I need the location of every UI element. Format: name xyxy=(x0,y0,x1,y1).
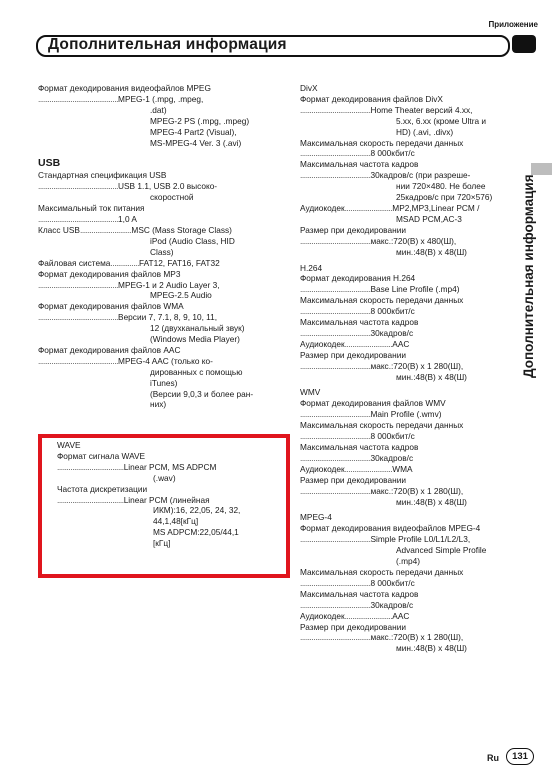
leader-dots: ................................... xyxy=(57,461,124,472)
wma-value: Версии 7, 7.1, 8, 9, 10, 11, xyxy=(118,312,218,323)
leader-dots: ..................................... xyxy=(300,409,371,420)
h264-heading: H.264 xyxy=(300,262,323,273)
mpeg4-size-value: мин.:48(В) x 48(Ш) xyxy=(396,643,467,654)
fs-label: Файловая система xyxy=(38,257,111,268)
leader-dots: .......................................... xyxy=(38,312,119,323)
leader-dots: ......................... xyxy=(344,463,393,474)
leader-dots: ......................... xyxy=(344,610,393,621)
wave-heading: WAVE xyxy=(57,440,81,450)
right-column xyxy=(300,83,515,654)
h264-rate-value: 8 000кбит/с xyxy=(370,306,415,317)
wmv-size-label: Размер при декодировании xyxy=(300,474,406,485)
divx-fps-label: Максимальная частота кадров xyxy=(300,159,419,170)
leader-dots: ................................... xyxy=(57,494,124,505)
page-number: 131 xyxy=(506,748,534,765)
leader-dots: ..................................... xyxy=(300,360,371,371)
h264-audio-value: AAC xyxy=(392,338,410,349)
mpeg4-size-value: макс.:720(В) x 1 280(Ш), xyxy=(370,632,464,643)
leader-dots: ......................... xyxy=(344,338,393,349)
aac-label: Формат декодирования файлов AAC xyxy=(38,344,181,355)
mpeg4-size-label: Размер при декодировании xyxy=(300,621,406,632)
leader-dots: ......................... xyxy=(344,202,393,213)
wmv-fps-value: 30кадров/с xyxy=(370,452,414,463)
wave-rate-value: MS ADPCM:22,05/44,1 xyxy=(153,527,239,538)
wmv-fps-label: Максимальная частота кадров xyxy=(300,442,419,452)
h264-size-value: мин.:48(В) x 48(Ш) xyxy=(396,371,467,382)
divx-size-value: мин.:48(В) x 48(Ш) xyxy=(396,246,467,257)
leader-dots: ..................................... xyxy=(300,534,371,545)
wmv-audio-label: Аудиокодек xyxy=(300,463,345,474)
mp3-value: MPEG-1 и 2 Audio Layer 3, xyxy=(118,279,220,290)
usb-std-label: Стандартная спецификация USB xyxy=(38,170,167,181)
divx-size-value: макс.:720(В) x 480(Ш), xyxy=(370,235,457,246)
leader-dots: ..................................... xyxy=(300,485,371,496)
divx-fps-value: нии 720×480. Не более xyxy=(396,181,486,192)
side-section-label: Дополнительная информация xyxy=(521,174,536,378)
wmv-label: Формат декодирования файлов WMV xyxy=(300,398,446,409)
leader-dots: .......................................... xyxy=(38,355,119,366)
mpeg4-value: Simple Profile L0/L1/L2/L3, xyxy=(370,534,471,545)
leader-dots: ..................................... xyxy=(300,235,371,246)
leader-dots: ..................................... xyxy=(300,452,371,463)
wma-value: 12 (двухканальный звук) xyxy=(150,323,245,334)
divx-label: Формат декодирования файлов DivX xyxy=(300,93,443,104)
leader-dots: ..................................... xyxy=(300,104,371,115)
wave-rate-value: [кГц] xyxy=(153,538,171,549)
mpeg-value: MS-MPEG-4 Ver. 3 (.avi) xyxy=(150,137,242,148)
section-label: Приложение xyxy=(488,20,538,29)
wmv-rate-value: 8 000кбит/с xyxy=(370,431,415,442)
side-index-tab xyxy=(531,163,552,175)
divx-value: 5.xx, 6.xx (кроме Ultra и xyxy=(396,115,487,126)
wave-rate-label: Частота дискретизации xyxy=(57,483,148,494)
page-title: Дополнительная информация xyxy=(48,36,287,53)
class-value: Class) xyxy=(150,246,174,257)
aac-value: iTunes) xyxy=(150,377,178,388)
wmv-size-value: мин.:48(В) x 48(Ш) xyxy=(396,496,467,507)
side-label-wrap xyxy=(518,174,540,380)
mpeg4-heading: MPEG-4 xyxy=(300,512,332,523)
usb-std-value: скоростной xyxy=(150,192,194,203)
mpeg4-audio-label: Аудиокодек xyxy=(300,610,345,621)
mp3-label: Формат декодирования файлов MP3 xyxy=(38,268,181,279)
class-value: MSC (Mass Storage Class) xyxy=(131,224,232,235)
h264-fps-value: 30кадров/с xyxy=(370,327,414,338)
aac-value: (Версии 9,0,3 и более ран- xyxy=(150,388,254,399)
mpeg-value: MPEG-1 (.mpg, .mpeg, xyxy=(118,93,204,104)
mpeg4-fps-value: 30кадров/с xyxy=(370,599,414,610)
h264-size-value: макс.:720(В) x 1 280(Ш), xyxy=(370,360,464,371)
language-code: Ru xyxy=(487,753,499,763)
aac-value: них) xyxy=(150,399,167,410)
left-column xyxy=(38,83,288,410)
mp3-value: MPEG-2.5 Audio xyxy=(150,290,212,301)
mpeg4-value: Advanced Simple Profile xyxy=(396,545,487,556)
mpeg4-rate-label: Максимальная скорость передачи данных xyxy=(300,566,464,577)
divx-audio-value: MSAD PCM,AC-3 xyxy=(396,213,462,224)
leader-dots: ..................................... xyxy=(300,170,371,181)
wave-format-value: (.wav) xyxy=(153,472,176,483)
h264-value: Base Line Profile (.mp4) xyxy=(370,284,460,295)
h264-fps-label: Максимальная частота кадров xyxy=(300,317,419,328)
leader-dots: ..................................... xyxy=(300,431,371,442)
h264-label: Формат декодирования H.264 xyxy=(300,273,416,284)
divx-value: Home Theater версий 4.xx, xyxy=(370,104,473,115)
leader-dots: ..................................... xyxy=(300,632,371,643)
class-label: Класс USB xyxy=(38,224,80,235)
leader-dots: ..................................... xyxy=(300,306,371,317)
wmv-value: Main Profile (.wmv) xyxy=(370,409,442,420)
h264-audio-label: Аудиокодек xyxy=(300,338,345,349)
divx-fps-value: 30кадров/с (при разреше- xyxy=(370,170,471,181)
section-tab-marker xyxy=(512,35,536,53)
wave-rate-value: ИКМ):16, 22,05, 24, 32, xyxy=(153,505,241,516)
h264-size-label: Размер при декодировании xyxy=(300,349,406,360)
wmv-audio-value: WMA xyxy=(392,463,413,474)
divx-rate-value: 8 000кбит/с xyxy=(370,148,415,159)
aac-value: дированных с помощью xyxy=(150,366,243,377)
leader-dots: .......................................... xyxy=(38,279,119,290)
divx-fps-value: 25кадров/с при 720×576) xyxy=(396,192,493,203)
mpeg4-fps-label: Максимальная частота кадров xyxy=(300,588,419,599)
wma-value: (Windows Media Player) xyxy=(150,334,240,345)
wave-format-label: Формат сигнала WAVE xyxy=(57,450,146,461)
leader-dots: .......................................... xyxy=(38,214,119,225)
leader-dots: ............... xyxy=(110,257,139,268)
leader-dots: ..................................... xyxy=(300,599,371,610)
power-label: Максимальный ток питания xyxy=(38,203,145,214)
wave-block xyxy=(57,440,277,549)
divx-value: HD) (.avi, .divx) xyxy=(396,126,454,137)
divx-audio-label: Аудиокодек xyxy=(300,202,345,213)
leader-dots: ........................... xyxy=(79,224,132,235)
usb-heading: USB xyxy=(38,157,61,170)
wma-label: Формат декодирования файлов WMA xyxy=(38,301,184,312)
divx-size-label: Размер при декодировании xyxy=(300,224,406,235)
divx-rate-label: Максимальная скорость передачи данных xyxy=(300,137,464,148)
aac-value: MPEG-4 AAC (только ко- xyxy=(118,355,213,366)
mpeg-label: Формат декодирования видеофайлов MPEG xyxy=(38,83,211,93)
wave-rate-value: 44,1,48[кГц] xyxy=(153,516,199,527)
usb-std-value: USB 1.1, USB 2.0 высоко- xyxy=(118,181,218,192)
fs-value: FAT12, FAT16, FAT32 xyxy=(138,257,220,268)
mpeg-value: MPEG-2 PS (.mpg, .mpeg) xyxy=(150,115,250,126)
mpeg-value: MPEG-4 Part2 (Visual), xyxy=(150,126,237,137)
mpeg4-label: Формат декодирования видеофайлов MPEG-4 xyxy=(300,523,481,534)
mpeg4-rate-value: 8 000кбит/с xyxy=(370,577,415,588)
h264-rate-label: Максимальная скорость передачи данных xyxy=(300,295,464,306)
leader-dots: ..................................... xyxy=(300,284,371,295)
wmv-size-value: макс.:720(В) x 1 280(Ш), xyxy=(370,485,464,496)
leader-dots: .......................................... xyxy=(38,181,119,192)
wmv-rate-label: Максимальная скорость передачи данных xyxy=(300,420,464,431)
leader-dots: ..................................... xyxy=(300,577,371,588)
wave-format-value: Linear PCM, MS ADPCM xyxy=(123,461,217,472)
power-value: 1,0 A xyxy=(118,214,137,225)
divx-audio-value: MP2,MP3,Linear PCM / xyxy=(392,202,480,213)
class-value: iPod (Audio Class, HID xyxy=(150,235,235,246)
mpeg4-audio-value: AAC xyxy=(392,610,410,621)
leader-dots: .......................................... xyxy=(38,93,119,104)
wmv-heading: WMV xyxy=(300,387,321,398)
divx-heading: DivX xyxy=(300,83,318,93)
leader-dots: ..................................... xyxy=(300,327,371,338)
mpeg-value: .dat) xyxy=(150,104,167,115)
wave-rate-value: Linear PCM (линейная xyxy=(123,494,210,505)
leader-dots: ..................................... xyxy=(300,148,371,159)
mpeg4-value: (.mp4) xyxy=(396,556,420,567)
